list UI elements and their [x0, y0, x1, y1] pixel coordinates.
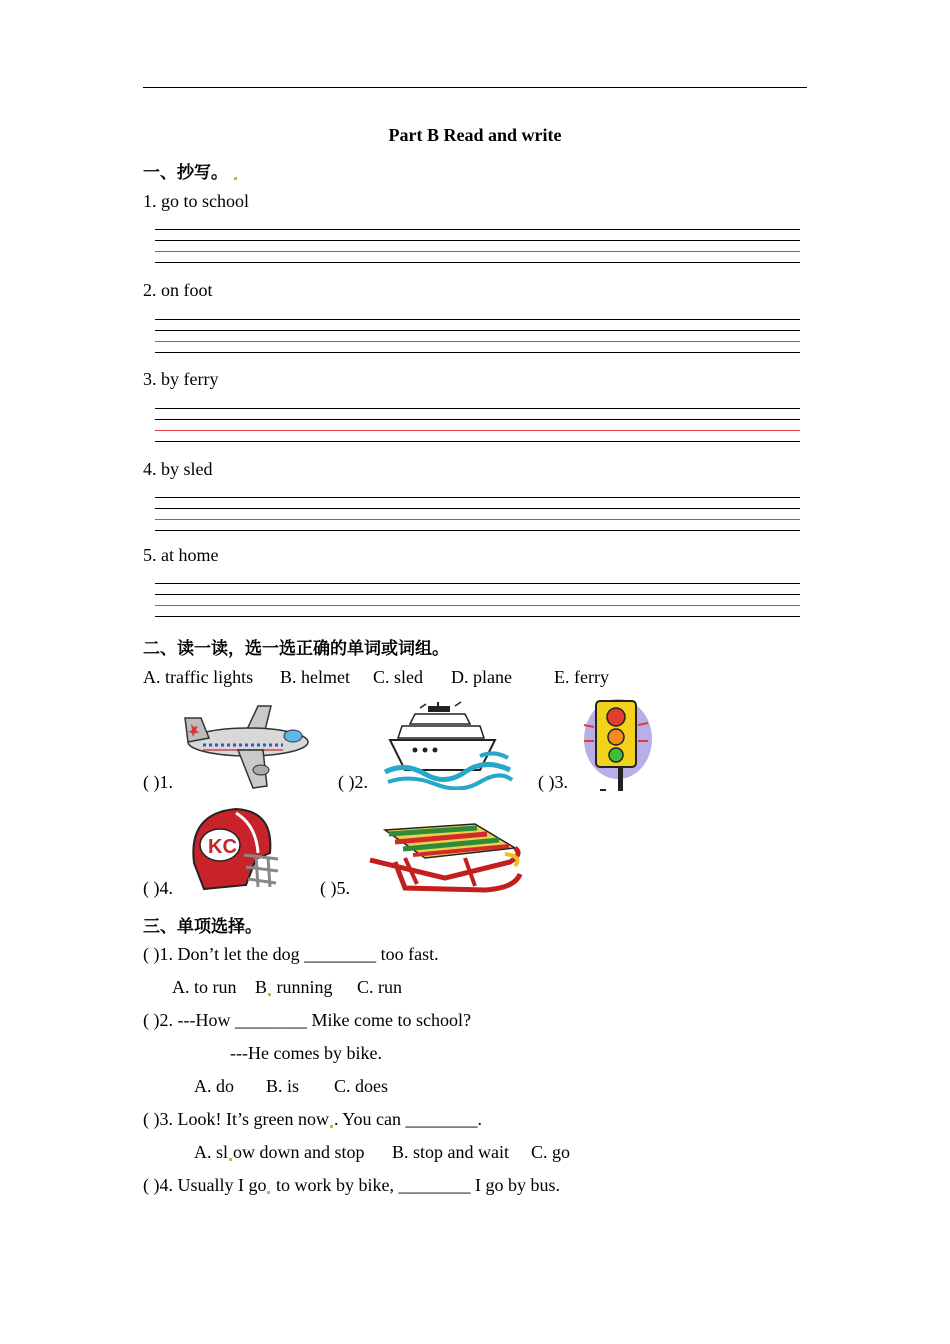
q3-option-a[interactable]: A. sl ow down and stop	[194, 1142, 365, 1162]
sled-icon	[365, 818, 525, 896]
q2-option-b[interactable]: B. is	[266, 1076, 300, 1096]
decorative-dot	[268, 993, 271, 996]
pic-label-3[interactable]: ( )3.	[538, 772, 568, 792]
copy-item-1: 1. go to school	[143, 191, 249, 211]
decorative-dot	[229, 1158, 232, 1161]
pic-label-2[interactable]: ( )2.	[338, 772, 368, 792]
q1-option-c[interactable]: C. run	[357, 977, 402, 997]
ferry-icon	[380, 700, 515, 790]
q2-option-c[interactable]: C. does	[334, 1076, 388, 1096]
writing-lines-2[interactable]	[155, 319, 800, 355]
page-title: Part B Read and write	[388, 125, 562, 145]
q1-option-a[interactable]: A. to run	[172, 977, 237, 997]
q2-option-a[interactable]: A. do	[194, 1076, 234, 1096]
decorative-dot	[330, 1125, 333, 1128]
writing-lines-1[interactable]	[155, 229, 800, 265]
q3-stem: ( )3. Look! It’s green now . You can ________.	[143, 1109, 482, 1129]
option-b: B. helmet	[280, 667, 350, 687]
option-e: E. ferry	[554, 667, 609, 687]
writing-lines-4[interactable]	[155, 497, 800, 533]
copy-item-4: 4. by sled	[143, 459, 213, 479]
option-a: A. traffic lights	[143, 667, 254, 687]
q3-option-c[interactable]: C. go	[531, 1142, 571, 1162]
pic-label-4[interactable]: ( )4.	[143, 878, 173, 898]
q2-answer: ---He comes by bike.	[230, 1043, 382, 1063]
copy-item-5: 5. at home	[143, 545, 219, 565]
writing-lines-3[interactable]	[155, 408, 800, 444]
q2-stem: ( )2. ---How ________ Mike come to school?	[143, 1010, 471, 1030]
decorative-dot	[234, 177, 237, 180]
copy-item-2: 2. on foot	[143, 280, 213, 300]
traffic-lights-icon	[576, 695, 656, 791]
copy-item-3: 3. by ferry	[143, 369, 219, 389]
section3-heading: 三、单项选择。	[143, 917, 262, 937]
q1-stem: ( )1. Don’t let the dog ________ too fast.	[143, 944, 439, 964]
section1-heading: 一、抄写。	[143, 158, 237, 183]
pic-label-5[interactable]: ( )5.	[320, 878, 350, 898]
writing-lines-5[interactable]	[155, 583, 800, 619]
q3-option-b[interactable]: B. stop and wait	[392, 1142, 509, 1162]
option-d: D. plane	[451, 667, 512, 687]
header-rule	[143, 87, 807, 88]
plane-icon	[183, 700, 313, 790]
option-c: C. sled	[373, 667, 424, 687]
helmet-icon	[186, 803, 282, 895]
svg-text:KC: KC	[208, 836, 237, 858]
q4-stem: ( )4. Usually I go to work by bike, ________ I go by bus.	[143, 1175, 560, 1195]
q1-option-b[interactable]: B running	[255, 977, 333, 997]
pic-label-1[interactable]: ( )1.	[143, 772, 173, 792]
section2-heading: 二、读一读，选一选正确的单词或词组。	[143, 639, 449, 659]
